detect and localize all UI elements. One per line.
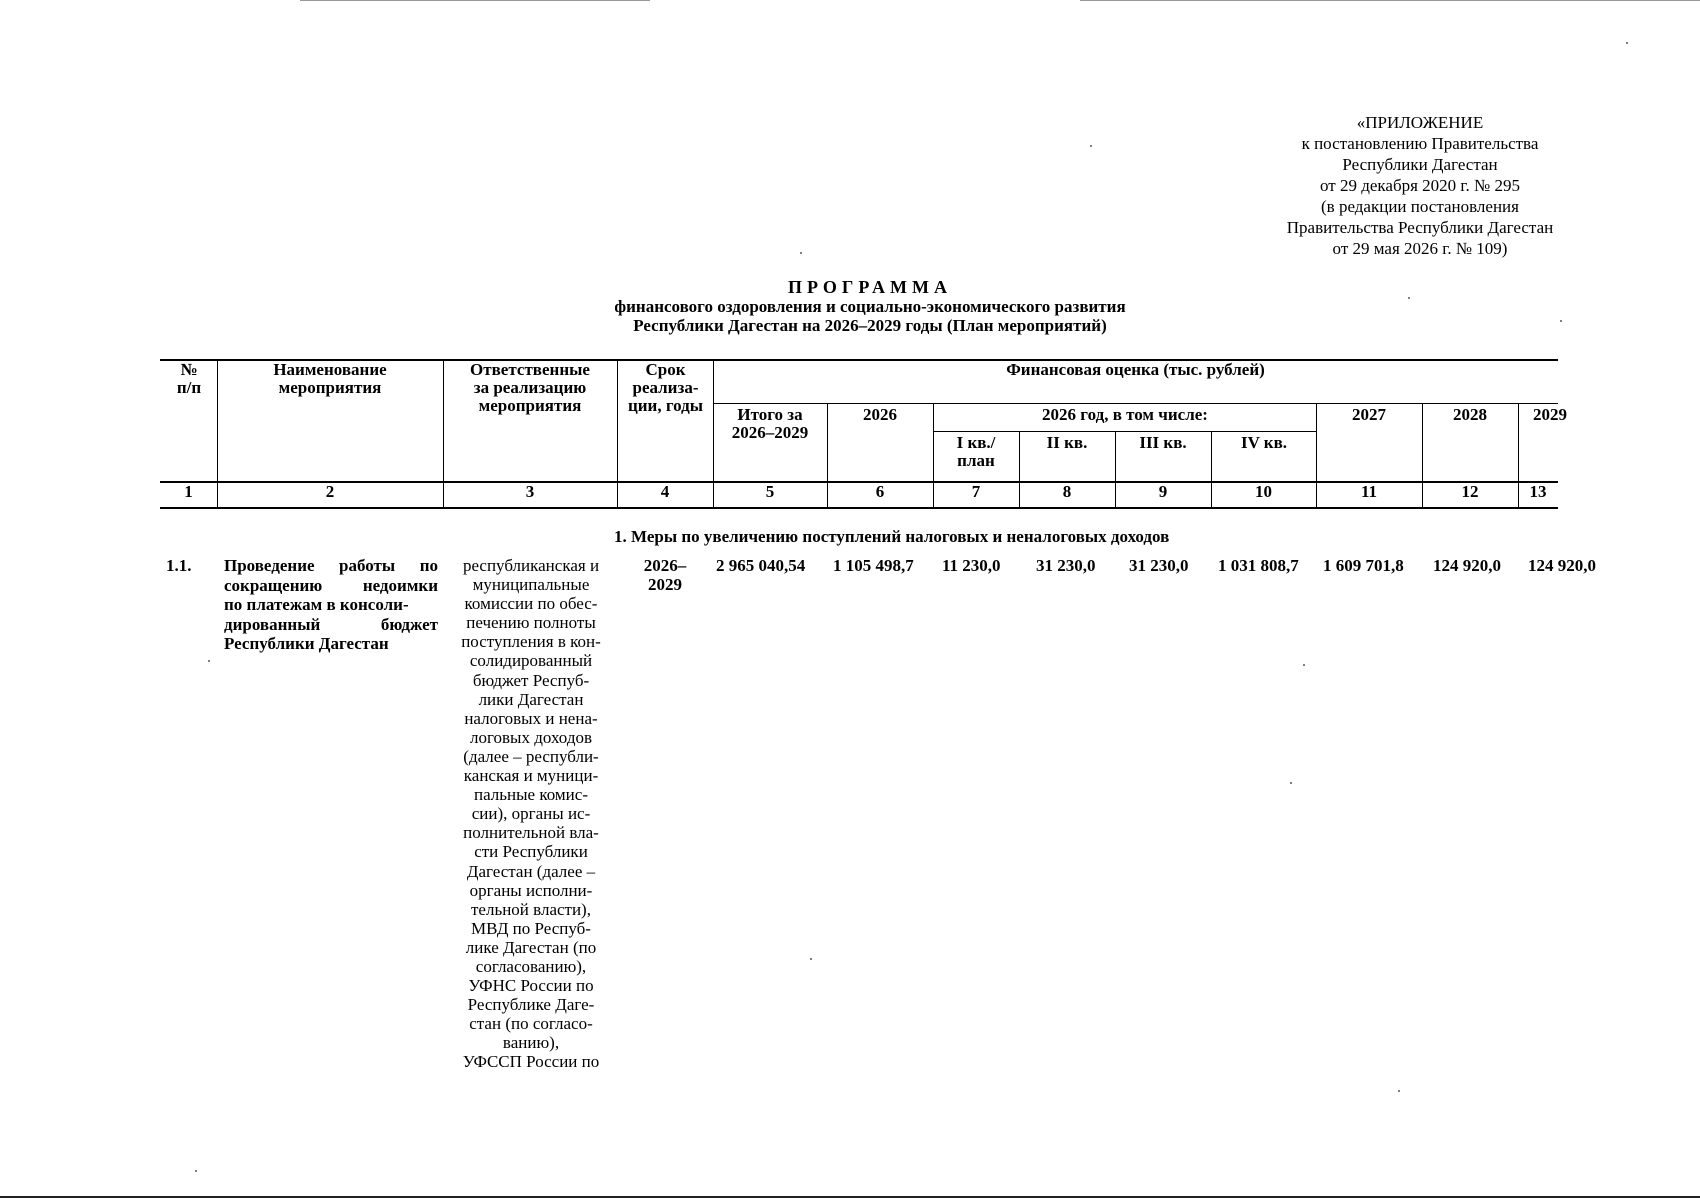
header-2029: 2029 <box>1533 405 1567 424</box>
appendix-line: от 29 мая 2026 г. № 109) <box>1332 239 1508 258</box>
responsible-line: МВД по Респуб- <box>471 918 591 938</box>
name-line <box>224 556 438 576</box>
header-term-l1: Срок <box>645 360 686 379</box>
column-number: 1 <box>184 482 193 501</box>
name-word: работы <box>339 556 396 575</box>
header-finance: Финансовая оценка (тыс. рублей) <box>1006 360 1265 379</box>
colnum-bottom-border <box>160 507 1558 509</box>
header-q1-l2: план <box>957 451 995 470</box>
responsible-line: УФССП России по <box>462 1052 600 1072</box>
column-number: 12 <box>1461 482 1479 501</box>
scan-top-edge <box>300 0 650 1</box>
scan-speck <box>195 1170 197 1172</box>
value-2029: 124 920,0 <box>1528 556 1596 575</box>
term-l2: 2029 <box>648 575 682 594</box>
row-responsible <box>448 556 614 1072</box>
column-number: 6 <box>875 482 885 501</box>
header-num-l2: п/п <box>176 378 202 397</box>
responsible-line: канская и муници- <box>463 766 599 786</box>
header-q1-l1: I кв./ <box>956 433 996 452</box>
header-2026-incl: 2026 год, в том числе: <box>1042 405 1208 424</box>
appendix-line: Правительства Республики Дагестан <box>1286 218 1554 237</box>
title-heading: ПРОГРАММА <box>787 277 952 297</box>
column-number: 8 <box>1062 482 1072 501</box>
header-total-l2: 2026–2029 <box>731 423 809 442</box>
column-number: 4 <box>660 482 670 501</box>
scan-speck <box>1290 782 1292 784</box>
column-number: 3 <box>525 482 535 501</box>
responsible-line: печению полноты <box>466 613 596 633</box>
header-name-l1: Наименование <box>273 360 387 379</box>
name-line: по платежам в консоли- <box>224 595 409 614</box>
value-q2: 31 230,0 <box>1036 556 1096 575</box>
header-q4: IV кв. <box>1240 433 1288 452</box>
value-2027: 1 609 701,8 <box>1323 556 1404 575</box>
name-word: дированный <box>224 614 321 634</box>
appendix-line: к постановлению Правительства <box>1301 134 1539 153</box>
scan-speck <box>1398 1090 1400 1092</box>
responsible-line: сии), органы ис- <box>471 804 591 824</box>
name-line <box>224 576 438 596</box>
column-number: 7 <box>971 482 981 501</box>
name-word: Проведение <box>224 556 315 575</box>
appendix-block <box>1220 112 1620 259</box>
header-responsible <box>445 361 615 415</box>
header-num <box>162 361 216 397</box>
column-number: 11 <box>1360 482 1378 501</box>
header-q1 <box>934 434 1018 470</box>
column-number: 13 <box>1529 482 1547 501</box>
scan-speck <box>208 660 210 662</box>
value-2026: 1 105 498,7 <box>833 556 914 575</box>
term-l1: 2026– <box>643 556 687 575</box>
responsible-line: стан (по согласо- <box>469 1014 593 1034</box>
responsible-line: поступления в кон- <box>461 632 601 652</box>
value-total: 2 965 040,54 <box>716 556 806 575</box>
scan-speck <box>1560 320 1562 322</box>
header-term <box>619 361 712 415</box>
responsible-line: налоговых и нена- <box>464 708 598 728</box>
responsible-line: Республике Даге- <box>467 995 595 1015</box>
row-term <box>619 556 711 594</box>
column-number: 9 <box>1158 482 1168 501</box>
responsible-line: лике Дагестан (по <box>465 937 597 957</box>
appendix-line: от 29 декабря 2020 г. № 295 <box>1320 176 1520 195</box>
name-word: по <box>419 556 438 575</box>
scan-speck <box>1408 297 1410 299</box>
header-resp-l1: Ответственные <box>470 360 590 379</box>
value-2028: 124 920,0 <box>1433 556 1501 575</box>
document-title <box>500 278 1240 335</box>
header-resp-l2: за реализацию <box>473 378 587 397</box>
responsible-line: республиканская и <box>462 556 600 575</box>
header-q3: III кв. <box>1139 433 1187 452</box>
responsible-line: (далее – республи- <box>463 746 599 766</box>
responsible-line: УФНС России по <box>468 976 594 996</box>
header-term-l2: реализа- <box>632 378 699 397</box>
name-word: сокращению <box>224 575 323 595</box>
responsible-line: комиссии по обес- <box>464 594 598 614</box>
scan-speck <box>800 252 802 254</box>
responsible-line: пальные комис- <box>474 785 588 805</box>
title-line-2: Республики Дагестан на 2026–2029 годы (План мероприятий) <box>633 316 1107 335</box>
responsible-line: ванию), <box>502 1033 560 1053</box>
header-num-l1: № <box>180 360 198 379</box>
appendix-line: Республики Дагестан <box>1342 155 1498 174</box>
header-name-l2: мероприятия <box>278 378 382 397</box>
scan-speck <box>1090 145 1092 147</box>
title-line-1: финансового оздоровления и социально-экономического развития <box>614 297 1126 316</box>
appendix-line: (в редакции постановления <box>1321 197 1519 216</box>
responsible-line: органы исполни- <box>469 880 593 900</box>
name-word: недоимки <box>362 575 438 595</box>
header-total-l1: Итого за <box>737 405 803 424</box>
value-q3: 31 230,0 <box>1129 556 1189 575</box>
scan-speck <box>1303 664 1305 666</box>
section-title: 1. Меры по увеличению поступлений налоговых и неналоговых доходов <box>614 527 1170 546</box>
responsible-line: Дагестан (далее – <box>466 861 596 881</box>
scan-speck <box>810 958 812 960</box>
column-number: 10 <box>1255 482 1272 501</box>
appendix-line: «ПРИЛОЖЕНИЕ <box>1356 113 1484 132</box>
responsible-line: солидированный <box>469 651 593 671</box>
responsible-line: бюджет Респуб- <box>472 670 590 690</box>
responsible-line: тельной власти), <box>471 899 591 919</box>
quarters-border <box>933 431 1316 432</box>
responsible-line: муниципальные <box>472 575 590 595</box>
name-line: Республики Дагестан <box>224 634 389 653</box>
column-number: 5 <box>765 482 775 501</box>
responsible-line: логовых доходов <box>470 727 592 747</box>
header-resp-l3: мероприятия <box>478 396 582 415</box>
header-2028: 2028 <box>1453 405 1487 424</box>
name-word: бюджет <box>380 614 438 634</box>
header-total <box>714 406 826 442</box>
name-line <box>224 615 438 635</box>
header-2027: 2027 <box>1352 405 1386 424</box>
finance-subheader-border <box>713 403 1558 404</box>
header-q2: II кв. <box>1046 433 1088 452</box>
header-2026: 2026 <box>863 405 897 424</box>
value-q4: 1 031 808,7 <box>1218 556 1299 575</box>
scan-bottom-edge <box>0 1196 1700 1198</box>
responsible-line: сти Республики <box>474 842 588 862</box>
responsible-line: согласованию), <box>475 956 587 976</box>
scan-speck <box>1626 42 1628 44</box>
value-q1: 11 230,0 <box>942 556 1001 575</box>
responsible-line: лики Дагестан <box>478 689 584 709</box>
column-number: 2 <box>325 482 335 501</box>
header-name <box>219 361 441 397</box>
header-term-l3: ции, годы <box>627 396 704 415</box>
responsible-line: полнительной вла- <box>463 823 599 843</box>
row-number: 1.1. <box>166 556 192 575</box>
scan-top-edge <box>1080 0 1700 1</box>
row-name <box>224 556 438 654</box>
